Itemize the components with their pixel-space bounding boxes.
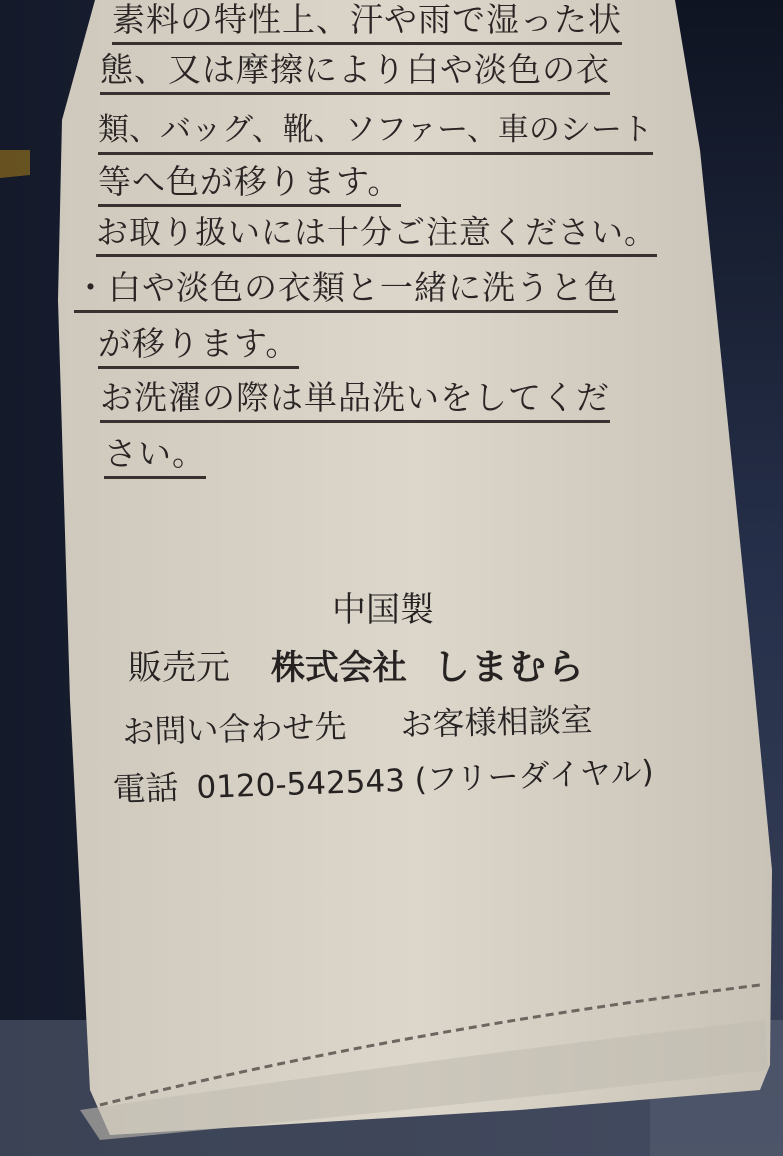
phone-label: 電話	[112, 767, 180, 809]
warning-line-6: ・白や淡色の衣類と一緒に洗うと色	[74, 268, 618, 313]
warning-line-3: 類、バッグ、靴、ソファー、車のシート	[98, 110, 653, 155]
contact-line	[122, 700, 593, 752]
phone-note: (フリーダイヤル)	[414, 754, 655, 799]
warning-line-4: 等へ色が移ります。	[98, 162, 401, 207]
seller-company: 株式会社	[270, 648, 407, 688]
contact-department: お客様相談室	[400, 700, 594, 744]
warning-line-5: お取り扱いには十分ご注意ください。	[96, 212, 657, 257]
seller-line	[128, 648, 586, 688]
phone-line	[112, 751, 654, 811]
country-of-origin: 中国製	[332, 590, 434, 630]
warning-line-8: お洗濯の際は単品洗いをしてくだ	[100, 378, 610, 423]
warning-line-1: 素料の特性上、汗や雨で湿った状	[112, 0, 622, 45]
warning-line-7: が移ります。	[98, 324, 299, 369]
warning-line-9: さい。	[104, 434, 206, 479]
contact-label: お問い合わせ先	[122, 707, 347, 751]
brand-logo-text: しまむら	[433, 647, 586, 688]
phone-number: 0120-542543	[195, 762, 406, 807]
warning-line-2: 態、又は摩擦により白や淡色の衣	[100, 50, 610, 95]
seller-label: 販売元	[128, 648, 230, 688]
